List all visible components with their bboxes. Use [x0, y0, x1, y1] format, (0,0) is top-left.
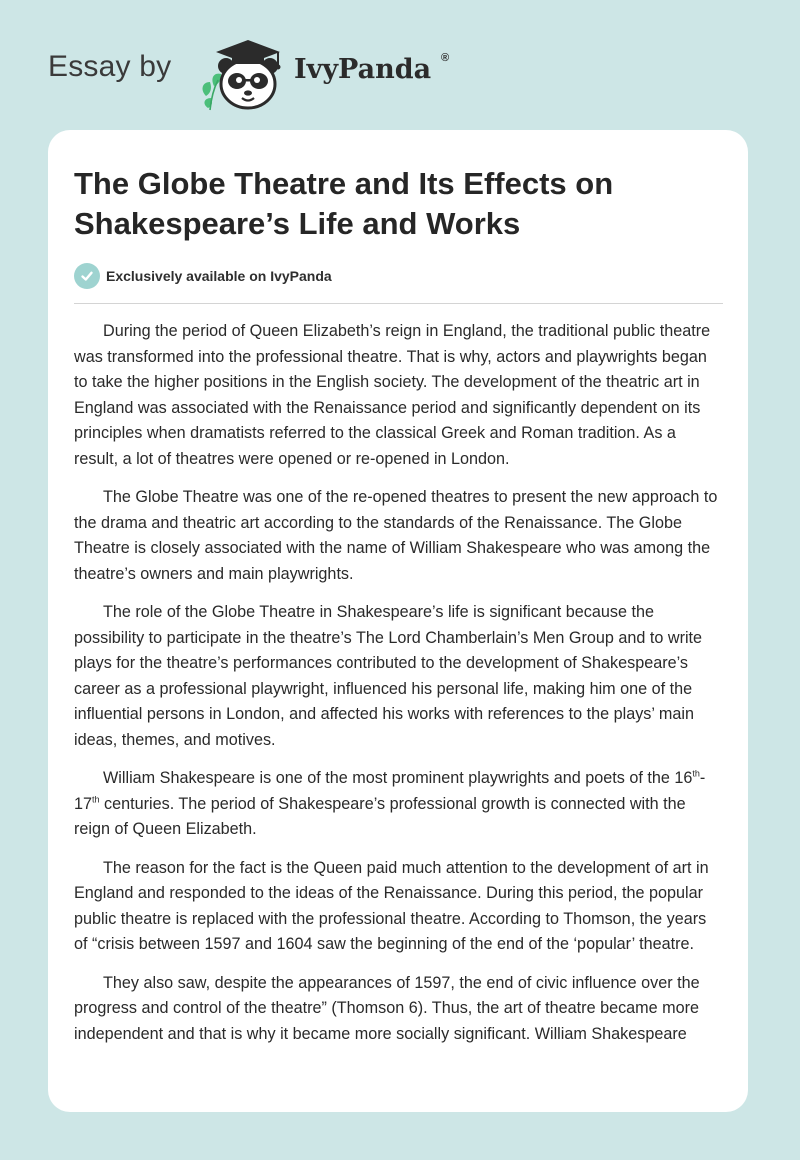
paragraph-text: centuries. The period of Shakespeare’s professional growth is connected with the reign of Queen Elizabeth. [74, 794, 686, 838]
paragraph: They also saw, despite the appearances of 1597, the end of civic influence over the progress and control of the theatre” (Thomson 6). Thus, the art of theatre became more independent and that is why it became more socially significant. William Shakespeare [74, 973, 700, 1043]
badge-label: Exclusively available on IvyPanda [106, 268, 332, 284]
paragraph-text: -17 [74, 769, 706, 813]
paragraph: The role of the Globe Theatre in Shakespeare’s life is significant because the possibility to participate in the theatre’s The Lord Chamberlain’s Men Group and to write plays for the theatre’s performances contributed to the development of Shakespeare’s career as a professional playwright, influenced his personal life, making him one of the influential persons in London, and affected his works with references to the plays’ main ideas, themes, and motives. [74, 603, 703, 749]
paragraph [74, 766, 724, 843]
essay-card [48, 130, 748, 1112]
paragraph: The reason for the fact is the Queen paid much attention to the development of art in England and responded to the ideas of the Renaissance. During this period, the popular public theatre is replaced with the professional theatre. According to Thomson, the years of “crisis between 1597 and 1604 saw the beginning of the end of the ‘popular’ theatre. [74, 858, 709, 953]
exclusive-badge [74, 263, 332, 289]
checkmark-badge-icon [74, 263, 100, 289]
brand-name: IvyPanda [294, 54, 432, 85]
ivy-leaf-icon [203, 74, 221, 110]
essay-body [74, 319, 724, 1060]
paragraph: During the period of Queen Elizabeth’s reign in England, the traditional public theatre was transformed into the professional theatre. That is why, actors and playwrights began to take the higher positions in the English society. The development of the theatric art in England was associated with the Renaissance period and significantly dependent on its principles when dramatists referred to the classical Greek and Roman tradition. As a result, a lot of theatres were opened or re-opened in London. [74, 322, 711, 468]
paragraph-text: William Shakespeare is one of the most prominent playwrights and poets of the 16 [103, 769, 693, 787]
paragraph: The Globe Theatre was one of the re-opened theatres to present the new approach to the drama and theatric art according to the standards of the Renaissance. The Globe Theatre is closely associated with the name of William Shakespeare who was among the theatre’s owners and main playwrights. [74, 488, 718, 583]
brand-header[interactable] [48, 34, 508, 114]
superscript: th [692, 768, 700, 779]
brand-prefix: Essay by [48, 50, 172, 83]
divider [74, 303, 723, 304]
essay-title: The Globe Theatre and Its Effects on Shakespeare’s Life and Works [74, 166, 614, 241]
registered-mark: ® [441, 52, 450, 64]
superscript: th [92, 794, 100, 805]
